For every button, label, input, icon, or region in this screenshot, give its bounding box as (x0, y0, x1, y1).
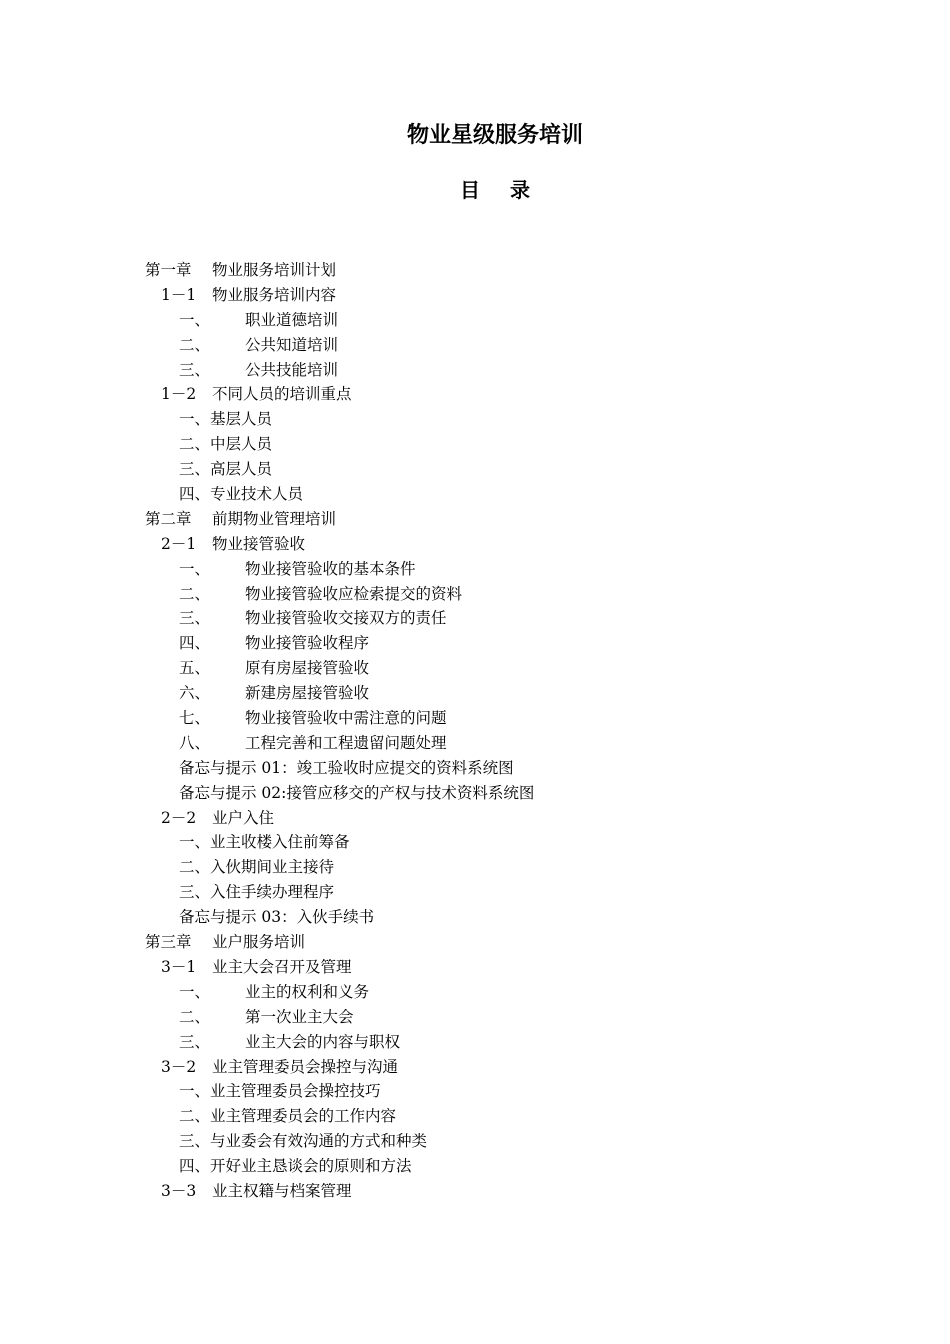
toc-subsection (0, 1005, 950, 1030)
toc-entry-title: 高层人员 (210, 460, 273, 479)
table-of-contents (0, 258, 950, 1204)
toc-entry-number: 二、 (179, 1007, 211, 1026)
toc-entry-title: 公共技能培训 (245, 360, 339, 379)
toc-entry-title: 开好业主恳谈会的原则和方法 (210, 1157, 412, 1176)
toc-subsection (0, 631, 950, 656)
document-title: 物业星级服务培训 (406, 122, 583, 148)
toc-entry-number: 四、 (179, 1157, 211, 1176)
toc-subsection (0, 980, 950, 1005)
toc-entry-title: 业主的权利和义务 (245, 982, 370, 1001)
toc-entry-number: 七、 (179, 709, 211, 728)
toc-subsection (0, 358, 950, 383)
toc-entry-title: 第一次业主大会 (245, 1007, 354, 1026)
toc-section (0, 1055, 950, 1080)
toc-entry-title: 业户服务培训 (212, 933, 306, 952)
toc-subsection (0, 1079, 950, 1104)
toc-section (0, 382, 950, 407)
toc-entry-number: 2－1 (161, 534, 197, 553)
toc-entry-title: 业主管理委员会操控与沟通 (212, 1057, 399, 1076)
toc-subsection (0, 482, 950, 507)
toc-section (0, 955, 950, 980)
toc-subsection (0, 756, 950, 781)
toc-entry-number: 备忘与提示 02: (179, 783, 287, 802)
toc-subsection (0, 681, 950, 706)
toc-entry-number: 二、 (179, 335, 211, 354)
toc-entry-number: 三、 (179, 360, 211, 379)
toc-entry-title: 专业技术人员 (210, 485, 304, 504)
toc-entry-number: 一、 (179, 982, 211, 1001)
toc-entry-number: 一、 (179, 833, 211, 852)
toc-subsection (0, 731, 950, 756)
toc-entry-title: 业主大会的内容与职权 (245, 1032, 401, 1051)
toc-subsection (0, 582, 950, 607)
toc-subsection (0, 656, 950, 681)
toc-subsection (0, 457, 950, 482)
toc-entry-title: 不同人员的培训重点 (212, 385, 352, 404)
toc-entry-title: 物业接管验收的基本条件 (245, 559, 416, 578)
toc-entry-number: 第一章 (145, 261, 192, 279)
toc-entry-number: 三、 (179, 1032, 211, 1051)
toc-entry-title: 职业道德培训 (245, 310, 339, 329)
toc-subsection (0, 606, 950, 631)
toc-subsection (0, 905, 950, 930)
toc-subsection (0, 855, 950, 880)
toc-entry-number: 一、 (179, 310, 211, 329)
toc-entry-number: 备忘与提示 03： (179, 908, 297, 927)
toc-entry-number: 四、 (179, 634, 211, 653)
toc-entry-title: 业主管理委员会操控技巧 (210, 1082, 381, 1101)
toc-entry-number: 3－2 (161, 1057, 197, 1076)
toc-entry-number: 3－1 (161, 957, 197, 976)
toc-entry-number: 三、 (179, 1132, 211, 1151)
toc-entry-title: 公共知道培训 (245, 335, 339, 354)
toc-entry-number: 八、 (179, 733, 211, 752)
toc-entry-title: 物业接管验收 (212, 534, 306, 553)
toc-subsection (0, 407, 950, 432)
toc-entry-title: 业主大会召开及管理 (212, 957, 352, 976)
toc-entry-number: 二、 (179, 1107, 211, 1126)
toc-entry-title: 入伙期间业主接待 (210, 858, 335, 877)
toc-subsection (0, 830, 950, 855)
toc-subsection (0, 333, 950, 358)
toc-entry-title: 业户入住 (212, 808, 275, 827)
toc-section (0, 806, 950, 831)
toc-entry-number: 1－1 (161, 285, 197, 304)
toc-entry-title: 物业服务培训内容 (212, 285, 337, 304)
toc-entry-number: 三、 (179, 460, 211, 479)
toc-entry-title: 中层人员 (210, 435, 273, 454)
toc-entry-title: 与业委会有效沟通的方式和种类 (210, 1132, 428, 1151)
toc-entry-title: 入住手续办理程序 (210, 883, 335, 902)
toc-entry-title: 基层人员 (210, 410, 273, 429)
toc-section (0, 283, 950, 308)
toc-subsection (0, 781, 950, 806)
toc-entry-title: 物业服务培训计划 (212, 261, 337, 279)
toc-subsection (0, 1104, 950, 1129)
toc-subsection (0, 557, 950, 582)
toc-subsection (0, 432, 950, 457)
toc-entry-title: 业主管理委员会的工作内容 (210, 1107, 397, 1126)
toc-entry-number: 六、 (179, 684, 211, 703)
toc-entry-title: 前期物业管理培训 (212, 509, 337, 528)
toc-entry-number: 3－3 (161, 1181, 197, 1200)
toc-entry-title: 物业接管验收应检索提交的资料 (245, 584, 463, 603)
toc-section (0, 1179, 950, 1204)
toc-entry-number: 第三章 (145, 933, 192, 952)
toc-subsection (0, 706, 950, 731)
toc-entry-number: 四、 (179, 485, 211, 504)
toc-subsection (0, 1154, 950, 1179)
toc-entry-number: 第二章 (145, 509, 192, 528)
toc-entry-title: 原有房屋接管验收 (245, 659, 370, 678)
toc-section (0, 532, 950, 557)
toc-entry-number: 二、 (179, 435, 211, 454)
toc-entry-number: 一、 (179, 559, 211, 578)
toc-entry-number: 五、 (179, 659, 211, 678)
toc-heading (0, 174, 950, 203)
toc-subsection (0, 308, 950, 333)
toc-entry-title: 入伙手续书 (296, 908, 375, 927)
toc-subsection (0, 1129, 950, 1154)
toc-entry-number: 三、 (179, 609, 211, 628)
toc-entry-number: 2－2 (161, 808, 197, 827)
toc-entry-number: 二、 (179, 584, 211, 603)
toc-heading-left: 目 (460, 178, 484, 202)
toc-subsection (0, 1030, 950, 1055)
toc-entry-title: 竣工验收时应提交的资料系统图 (296, 758, 514, 777)
toc-entry-number: 1－2 (161, 385, 197, 404)
toc-entry-number: 一、 (179, 1082, 211, 1101)
toc-entry-title: 物业接管验收程序 (245, 634, 370, 653)
toc-entry-number: 三、 (179, 883, 211, 902)
toc-subsection (0, 880, 950, 905)
toc-entry-title: 物业接管验收中需注意的问题 (245, 709, 447, 728)
toc-entry-number: 备忘与提示 01： (179, 758, 297, 777)
toc-chapter (0, 930, 950, 955)
toc-chapter (0, 258, 950, 283)
toc-entry-title: 业主权籍与档案管理 (212, 1181, 352, 1200)
toc-entry-title: 工程完善和工程遗留问题处理 (245, 733, 447, 752)
toc-entry-title: 物业接管验收交接双方的责任 (245, 609, 447, 628)
toc-entry-number: 二、 (179, 858, 211, 877)
toc-entry-title: 接管应移交的产权与技术资料系统图 (286, 783, 535, 802)
toc-entry-title: 业主收楼入住前筹备 (210, 833, 350, 852)
toc-chapter (0, 507, 950, 532)
toc-heading-right: 录 (510, 178, 534, 202)
toc-entry-number: 一、 (179, 410, 211, 429)
toc-entry-title: 新建房屋接管验收 (245, 684, 370, 703)
